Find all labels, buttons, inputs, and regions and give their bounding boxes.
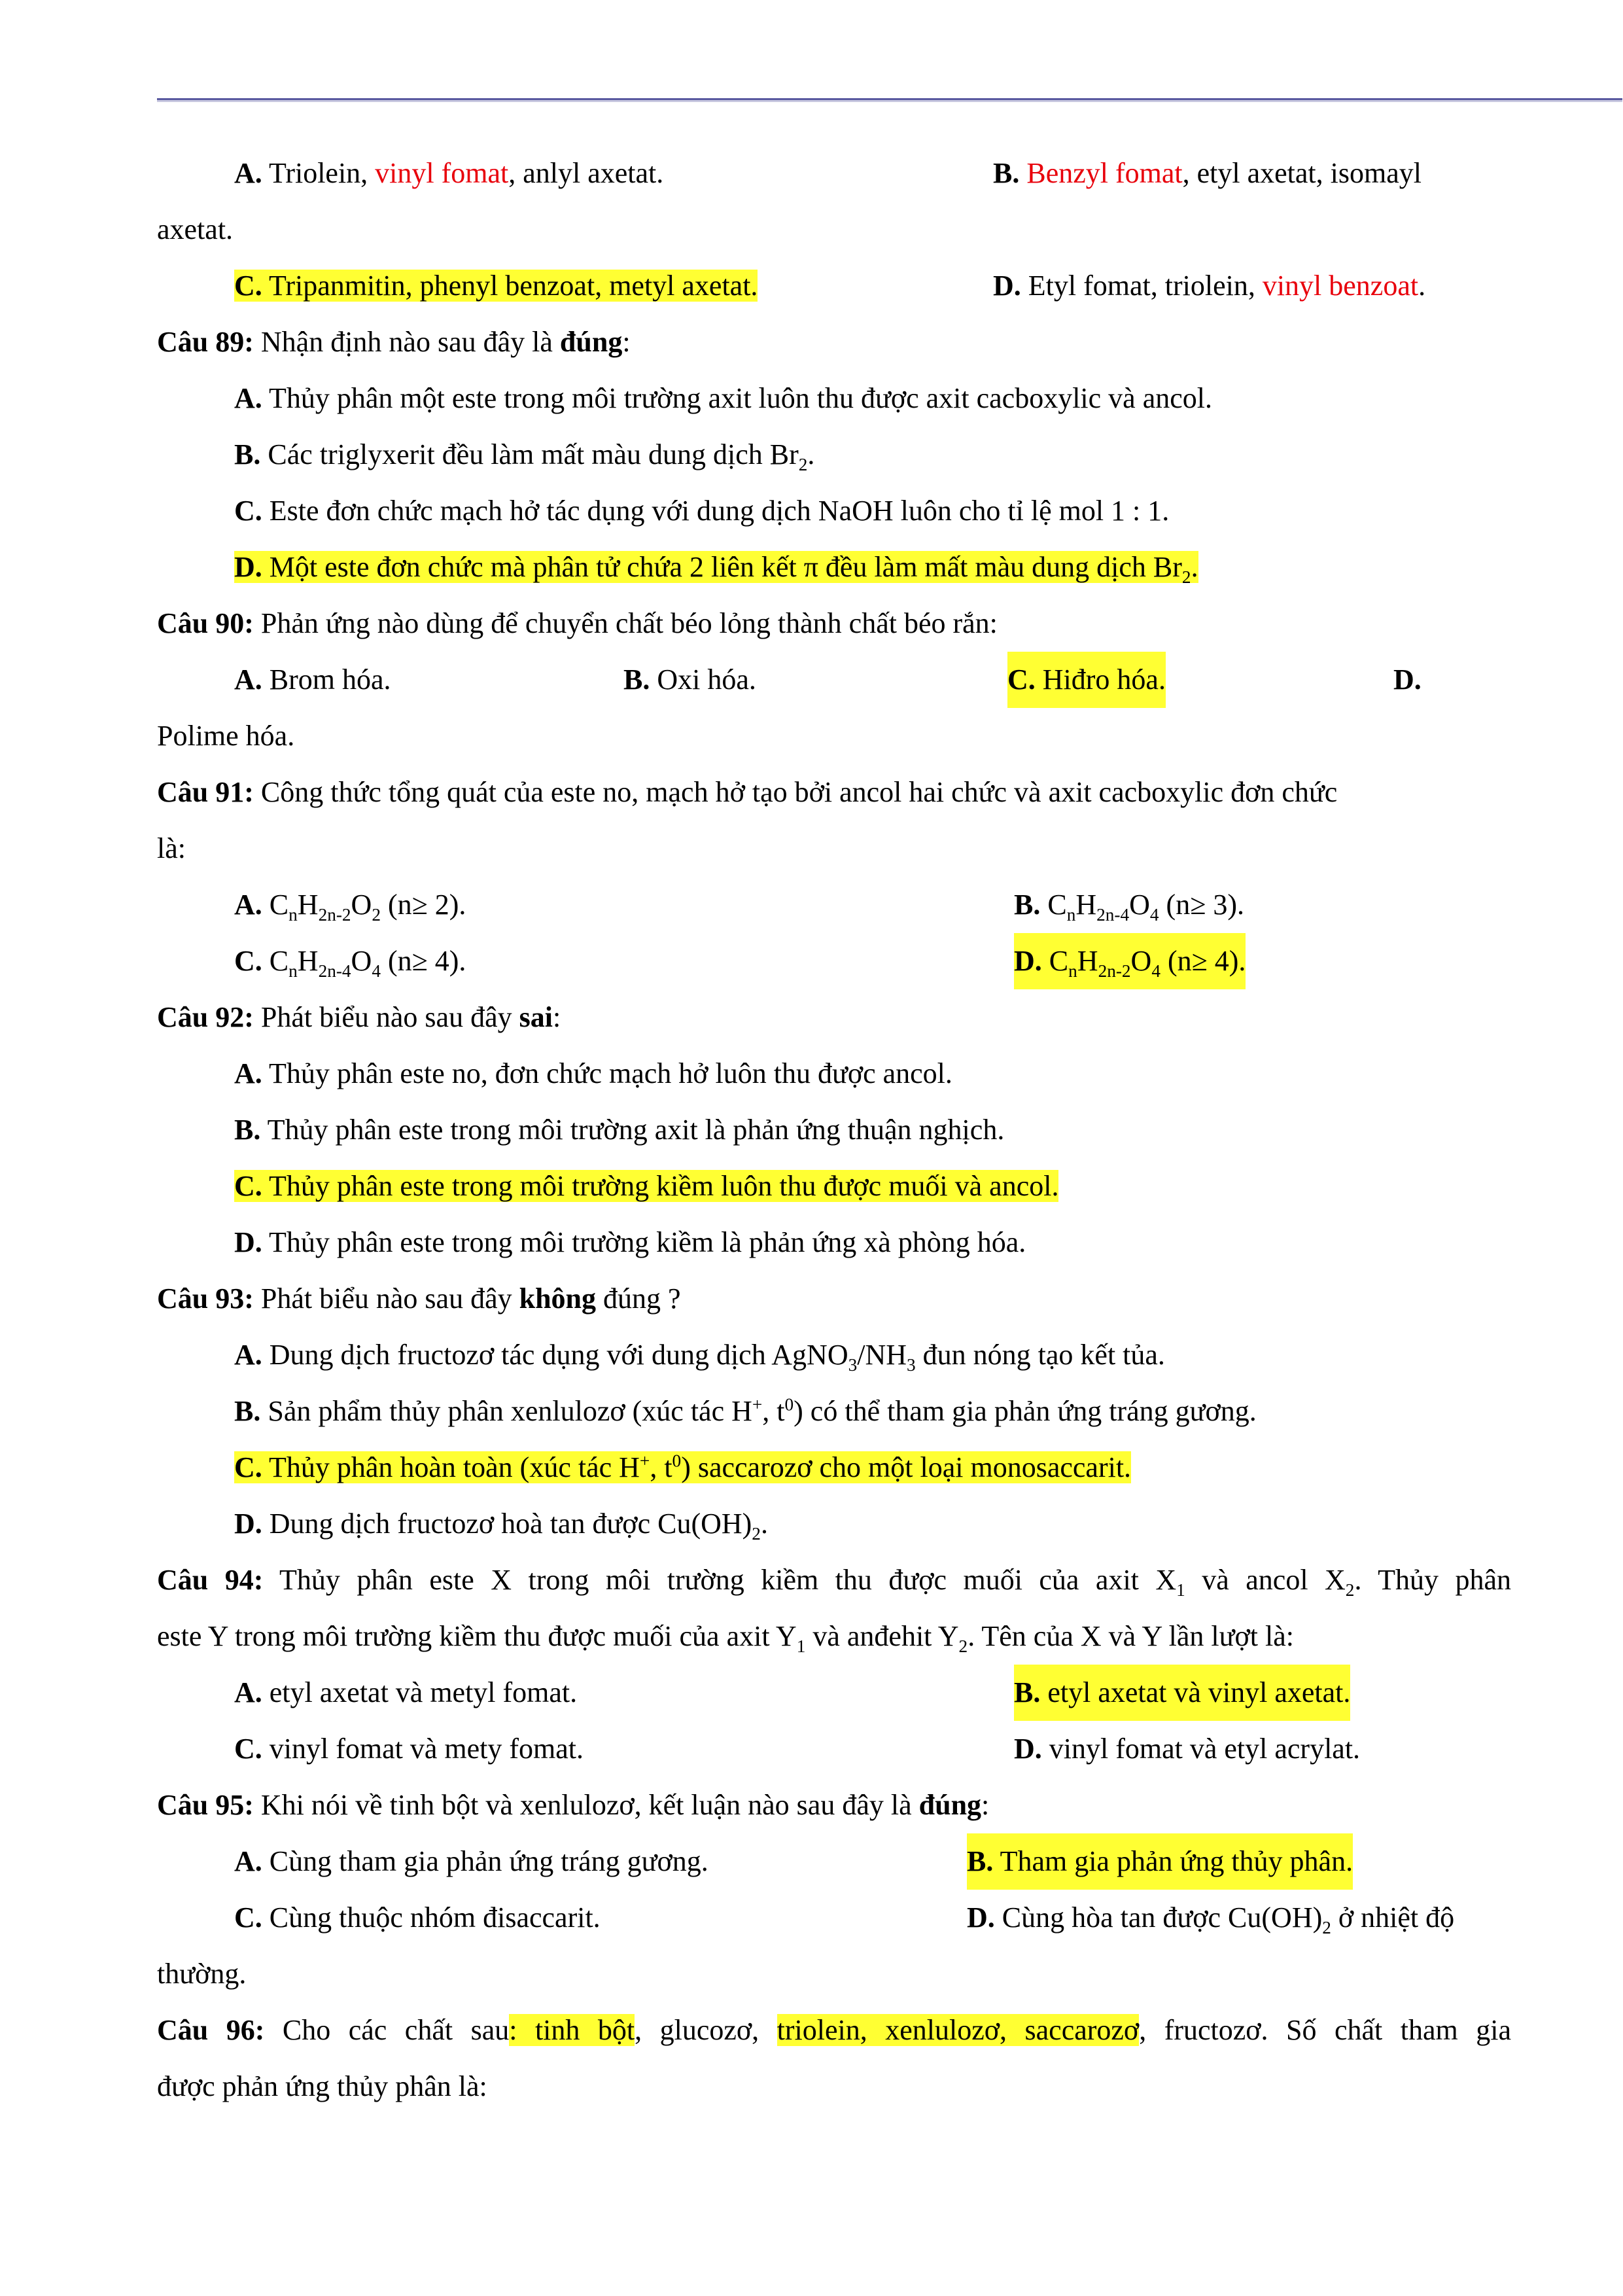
q91-row-cd xyxy=(157,933,1511,989)
q95-option-d-cont: thường. xyxy=(157,1958,247,1990)
q95-option-a: A. Cùng tham gia phản ứng tráng gương. xyxy=(234,1845,708,1877)
q90-stem: Câu 90: Phản ứng nào dùng để chuyển chất béo lỏng thành chất béo rắn: xyxy=(157,607,998,639)
q95-stem: Câu 95: Khi nói về tinh bột và xenlulozơ, kết luận nào sau đây là đúng: xyxy=(157,1789,990,1821)
q94-option-b: B. etyl axetat và vinyl axetat. xyxy=(1014,1665,1350,1721)
q91-option-c: C. $C_nH_{2n-4}O_4$ (n≥ 4). xyxy=(234,945,466,981)
q94-stem-cont: este Y trong môi trường kiềm thu được muối của axit $Y_1$ và anđehit $Y_2$. Tên của X và Y lần lượt là: xyxy=(157,1620,1294,1656)
q90-option-a: A. Brom hóa. xyxy=(234,663,391,696)
q93-option-a: A. Dung dịch fructozơ tác dụng với dung dịch $AgNO_3/NH_3$ đun nóng tạo kết tủa. xyxy=(234,1339,1165,1375)
q88-row-cd xyxy=(157,258,1511,314)
q94-option-d: D. vinyl fomat và etyl acrylat. xyxy=(1014,1733,1361,1765)
q90-option-b: B. Oxi hóa. xyxy=(623,663,756,696)
q92-option-a: A. Thủy phân este no, đơn chức mạch hở luôn thu được ancol. xyxy=(234,1057,952,1089)
q92-option-d: D. Thủy phân este trong môi trường kiềm là phản ứng xà phòng hóa. xyxy=(234,1226,1026,1258)
document-page xyxy=(157,145,1511,2115)
q89-option-d: D. Một este đơn chức mà phân tử chứa 2 liên kết π đều làm mất màu dung dịch $Br_2$. xyxy=(234,551,1198,587)
q91-row-ab xyxy=(157,877,1511,933)
q95-row-ab xyxy=(157,1833,1511,1890)
q91-stem: Câu 91: Công thức tổng quát của este no, mạch hở tạo bởi ancol hai chức và axit cacboxylic đơn chức xyxy=(157,776,1338,808)
q96-stem-cont: được phản ứng thủy phân là: xyxy=(157,2070,487,2102)
q94-stem: Câu 94: Thủy phân este X trong môi trường kiềm thu được muối của axit $X_1$ và ancol $X_2$. Thủy phân xyxy=(157,1564,1511,1600)
q88-option-d: D. Etyl fomat, triolein, vinyl benzoat. xyxy=(993,270,1426,302)
q91-option-d: D. $C_nH_{2n-2}O_4$ (n≥ 4). xyxy=(1014,933,1246,989)
q95-option-d: D. Cùng hòa tan được $Cu(OH)_2$ ở nhiệt độ xyxy=(967,1901,1455,1937)
q93-option-c: C. Thủy phân hoàn toàn (xúc tác H+, $t^0$) saccarozơ cho một loại monosaccarit. xyxy=(234,1451,1132,1483)
q89-option-c: C. Este đơn chức mạch hở tác dụng với dung dịch NaOH luôn cho tỉ lệ mol 1 : 1. xyxy=(234,495,1170,527)
q95-option-c: C. Cùng thuộc nhóm đisaccarit. xyxy=(234,1901,601,1934)
q90-options xyxy=(157,652,1511,708)
q94-option-c: C. vinyl fomat và mety fomat. xyxy=(234,1733,584,1765)
q93-option-b: B. Sản phẩm thủy phân xenlulozơ (xúc tác H+, $t^0$) có thể tham gia phản ứng tráng gương. xyxy=(234,1394,1257,1427)
q94-row-cd xyxy=(157,1721,1511,1777)
q89-option-a: A. Thủy phân một este trong môi trường axit luôn thu được axit cacboxylic và ancol. xyxy=(234,382,1212,414)
q92-stem: Câu 92: Phát biểu nào sau đây sai: xyxy=(157,1001,561,1033)
q90-option-c: C. Hiđro hóa. xyxy=(1007,652,1166,708)
q92-option-b: B. Thủy phân este trong môi trường axit là phản ứng thuận nghịch. xyxy=(234,1114,1005,1146)
q90-option-d-text: Polime hóa. xyxy=(157,720,295,752)
q89-option-b: B. Các triglyxerit đều làm mất màu dung dịch $Br_2$. xyxy=(234,438,815,474)
q88-option-c: C. Tripanmitin, phenyl benzoat, metyl axetat. xyxy=(234,270,758,302)
q93-stem: Câu 93: Phát biểu nào sau đây không đúng ? xyxy=(157,1282,681,1315)
header-rule xyxy=(157,98,1622,100)
q90-option-d-label: D. xyxy=(1393,663,1422,696)
q89-stem: Câu 89: Nhận định nào sau đây là đúng: xyxy=(157,326,631,358)
q96-stem: Câu 96: Cho các chất sau: tinh bột, glucozơ, triolein, xenlulozơ, saccarozơ, fructozơ. Số chất tham gia xyxy=(157,2014,1512,2046)
q95-option-b: B. Tham gia phản ứng thủy phân. xyxy=(967,1833,1353,1890)
q94-row-ab xyxy=(157,1665,1511,1721)
q94-option-a: A. etyl axetat và metyl fomat. xyxy=(234,1676,578,1708)
q88-option-a: A. Triolein, vinyl fomat, anlyl axetat. xyxy=(234,157,664,189)
q93-option-d: D. Dung dịch fructozơ hoà tan được $Cu(OH)_2$. xyxy=(234,1508,768,1544)
q91-option-a: A. $C_nH_{2n-2}O_2$ (n≥ 2). xyxy=(234,889,466,925)
q88-row-ab xyxy=(157,145,1511,202)
q95-row-cd xyxy=(157,1890,1511,1946)
q88-option-b: B. Benzyl fomat, etyl axetat, isomayl xyxy=(993,157,1422,189)
q88-option-b-cont: axetat. xyxy=(157,213,234,245)
q92-option-c: C. Thủy phân este trong môi trường kiềm luôn thu được muối và ancol. xyxy=(234,1170,1059,1202)
q91-stem-cont: là: xyxy=(157,832,186,864)
q91-option-b: B. $C_nH_{2n-4}O_4$ (n≥ 3). xyxy=(1014,889,1244,925)
